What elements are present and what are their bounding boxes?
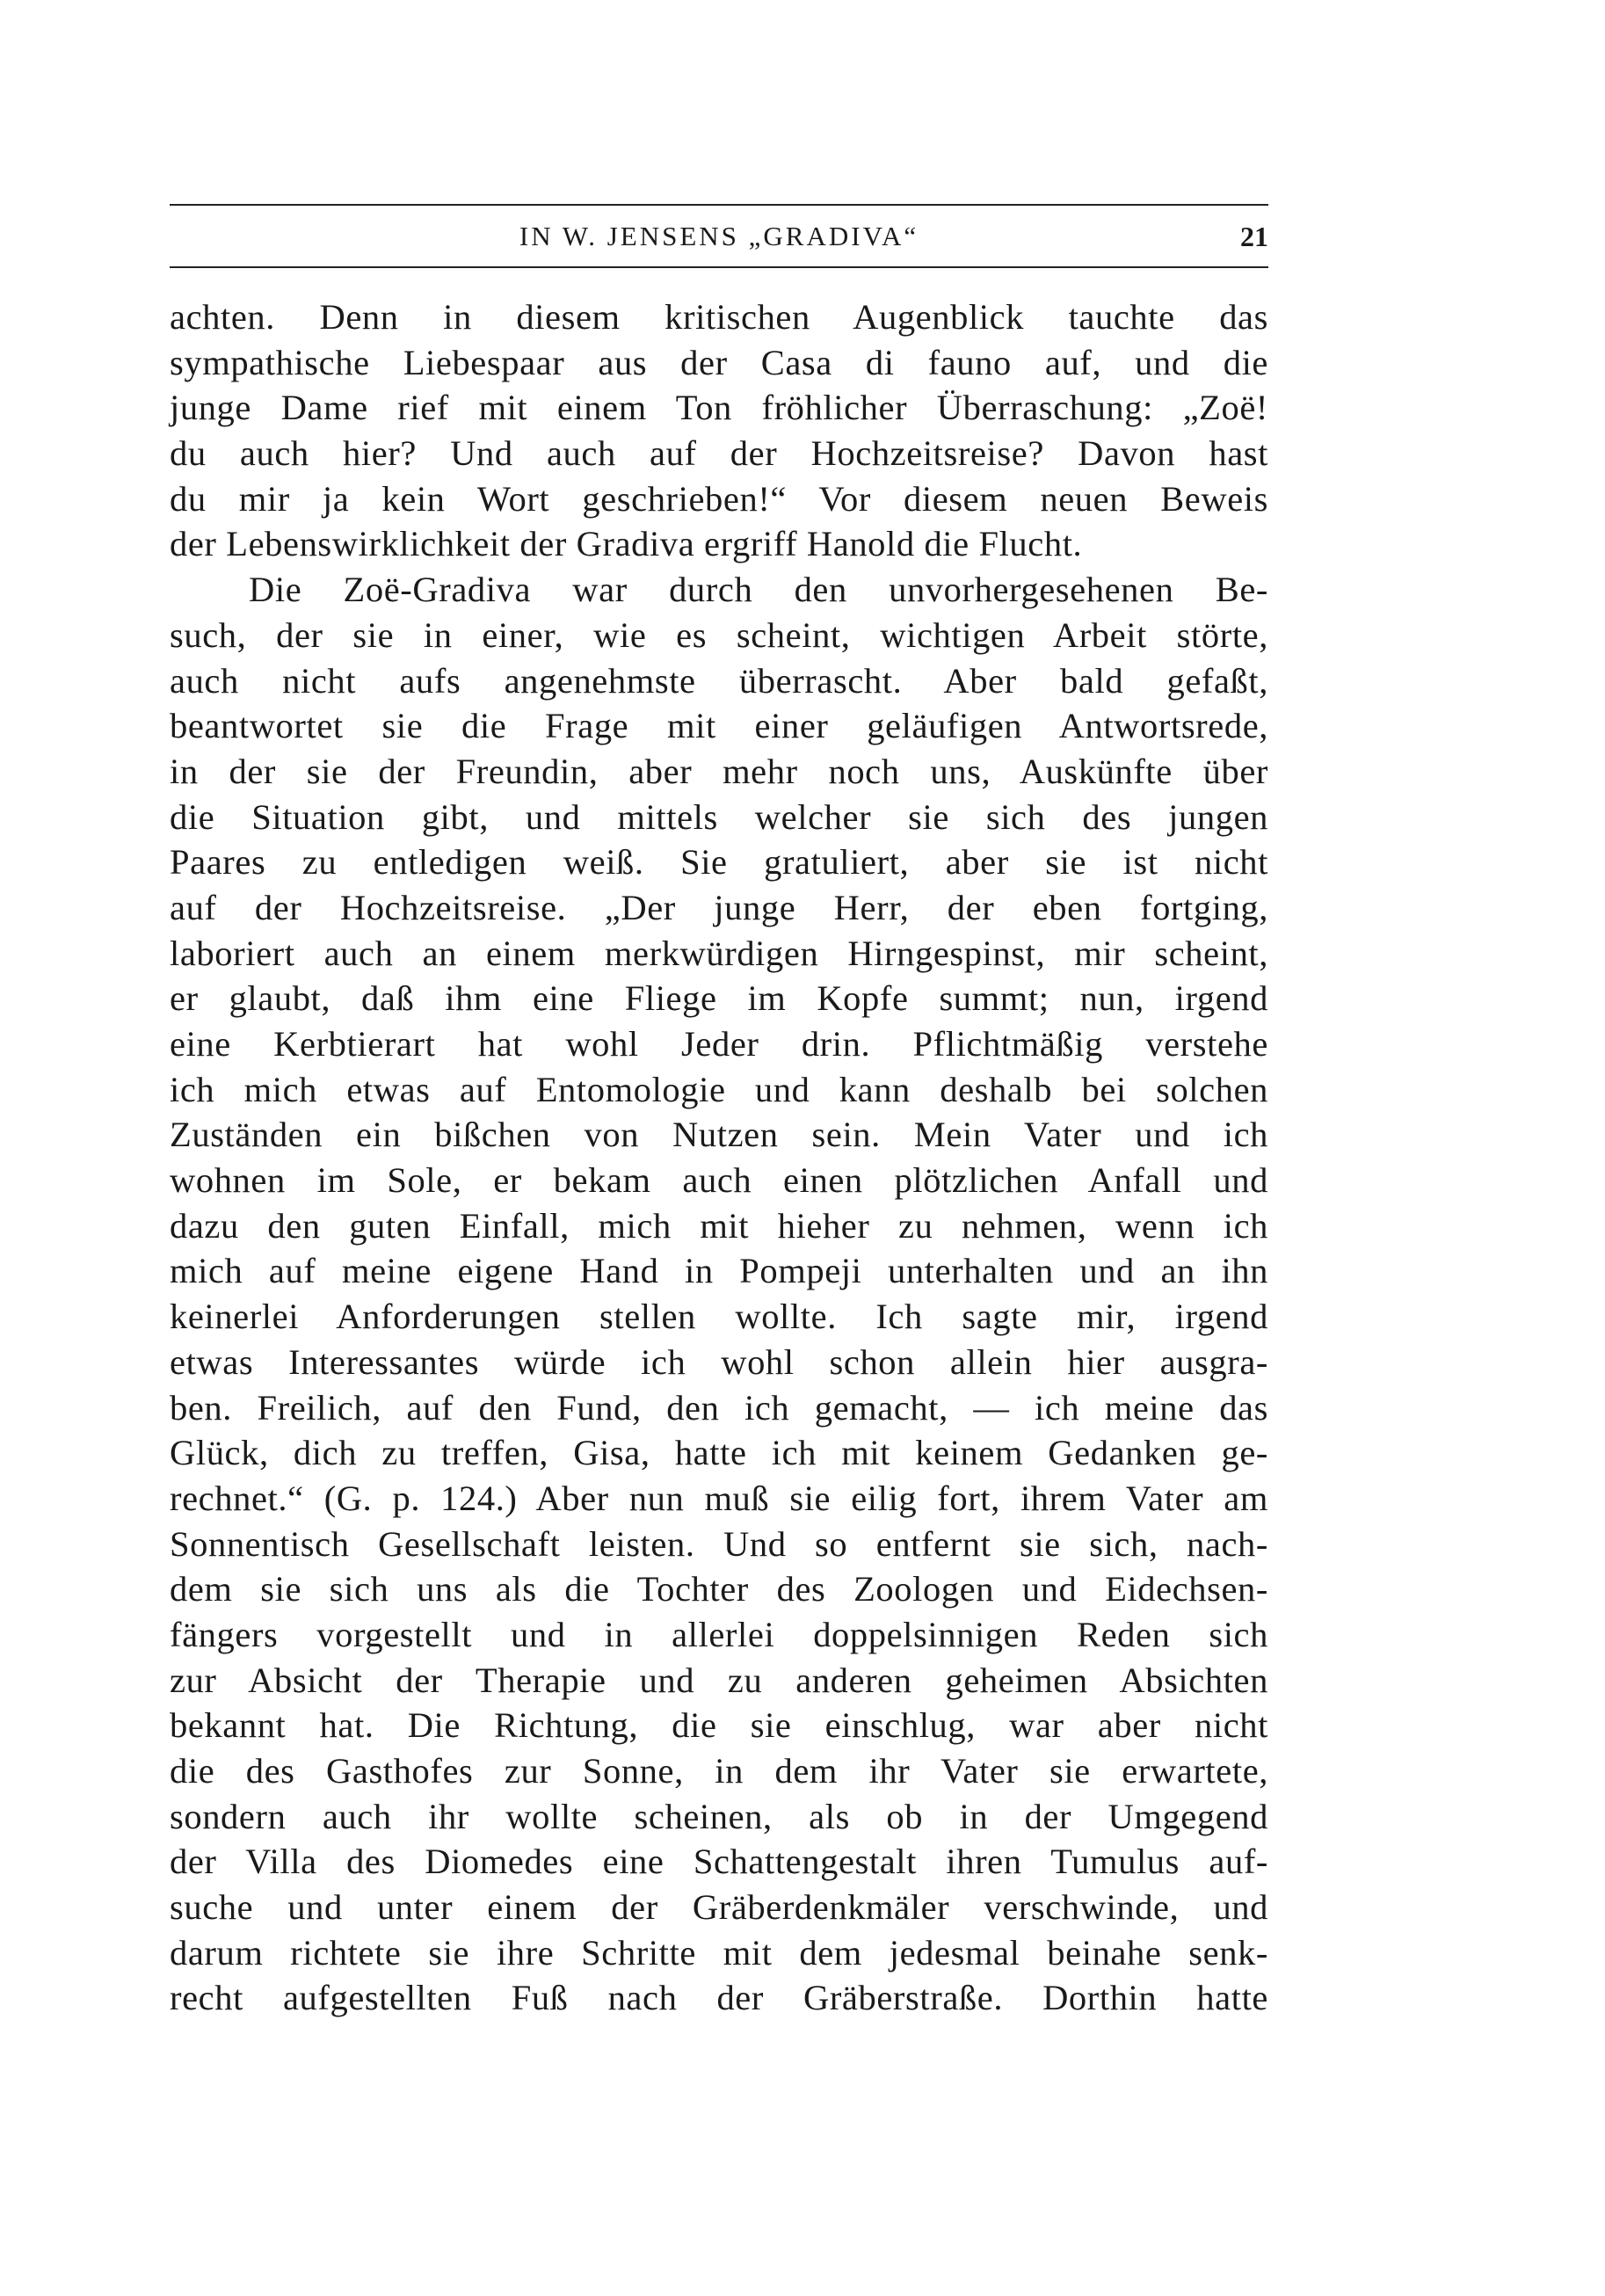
text-line: bekannt hat. Die Richtung, die sie einschlug, war aber nicht [170,1705,1268,1746]
text-line: rechnet.“ (G. p. 124.) Aber nun muß sie eilig fort, ihrem Vater am [170,1478,1268,1518]
text-line: darum richtete sie ihre Schritte mit dem jedesmal beinahe senk- [170,1932,1268,1973]
text-line: mich auf meine eigene Hand in Pompeji unterhalten und an ihn [170,1251,1268,1291]
text-line: in der sie der Freundin, aber mehr noch uns, Auskünfte über [170,751,1268,791]
text-line: du mir ja kein Wort geschrieben!“ Vor diesem neuen Beweis [170,478,1268,519]
text-line: zur Absicht der Therapie und zu anderen geheimen Absichten [170,1660,1268,1700]
text-line: er glaubt, daß ihm eine Fliege im Kopfe summt; nun, irgend [170,978,1268,1019]
text-line: beantwortet sie die Frage mit einer geläufigen Antwortsrede, [170,706,1268,746]
text-line: Paares zu entledigen weiß. Sie gratuliert, aber sie ist nicht [170,842,1268,883]
text-line: auf der Hochzeitsreise. „Der junge Herr, der eben fortging, [170,887,1268,927]
text-line: der Villa des Diomedes eine Schattengestalt ihren Tumulus auf- [170,1842,1268,1882]
text-line: die des Gasthofes zur Sonne, in dem ihr Vater sie erwartete, [170,1751,1268,1791]
text-line: sympathische Liebespaar aus der Casa di fauno auf, und die [170,342,1268,382]
text-line: achten. Denn in diesem kritischen Augenblick tauchte das [170,297,1268,337]
text-line: suche und unter einem der Gräberdenkmäler verschwinde, und [170,1887,1268,1928]
text-line: ich mich etwas auf Entomologie und kann deshalb bei solchen [170,1069,1268,1109]
text-line: keinerlei Anforderungen stellen wollte. Ich sagte mir, irgend [170,1297,1268,1337]
text-line: die Situation gibt, und mittels welcher sie sich des jungen [170,796,1268,837]
text-line: such, der sie in einer, wie es scheint, wichtigen Arbeit störte, [170,614,1268,655]
text-line: etwas Interessantes würde ich wohl schon allein hier ausgra- [170,1341,1268,1382]
text-line: junge Dame rief mit einem Ton fröhlicher Überraschung: „Zoë! [170,388,1268,428]
text-line: ben. Freilich, auf den Fund, den ich gemacht, — ich meine das [170,1387,1268,1428]
text-line: laboriert auch an einem merkwürdigen Hirngespinst, mir scheint, [170,933,1268,973]
text-line: fängers vorgestellt und in allerlei doppelsinnigen Reden sich [170,1614,1268,1654]
text-line: du auch hier? Und auch auf der Hochzeitsreise? Davon hast [170,433,1268,474]
running-title: IN W. JENSENS „GRADIVA“ [519,221,919,251]
running-head [170,216,1268,257]
text-line: Glück, dich zu treffen, Gisa, hatte ich mit keinem Gedanken ge- [170,1433,1268,1473]
page-number: 21 [1240,221,1268,252]
text-line: auch nicht aufs angenehmste überrascht. Aber bald gefaßt, [170,660,1268,701]
text-line: wohnen im Sole, er bekam auch einen plötzlichen Anfall und [170,1160,1268,1201]
header-rule-bottom [170,266,1268,268]
text-line: dazu den guten Einfall, mich mit hieher zu nehmen, wenn ich [170,1205,1268,1246]
text-line: recht aufgestellten Fuß nach der Gräberstraße. Dorthin hatte [170,1978,1268,2018]
body-text [170,294,1268,2021]
text-line: dem sie sich uns als die Tochter des Zoologen und Eidechsen- [170,1569,1268,1609]
text-line: sondern auch ihr wollte scheinen, als ob in der Umgegend [170,1796,1268,1836]
text-line: Zuständen ein bißchen von Nutzen sein. Mein Vater und ich [170,1115,1268,1155]
text-line: Sonnentisch Gesellschaft leisten. Und so entfernt sie sich, nach- [170,1523,1268,1564]
header-rule-top [170,204,1268,206]
text-line: der Lebenswirklichkeit der Gradiva ergriff Hanold die Flucht. [170,524,1083,564]
text-line-paragraph-start: Die Zoë-Gradiva war durch den unvorhergesehenen Be- [249,570,1268,610]
text-line: eine Kerbtierart hat wohl Jeder drin. Pflichtmäßig verstehe [170,1024,1268,1064]
